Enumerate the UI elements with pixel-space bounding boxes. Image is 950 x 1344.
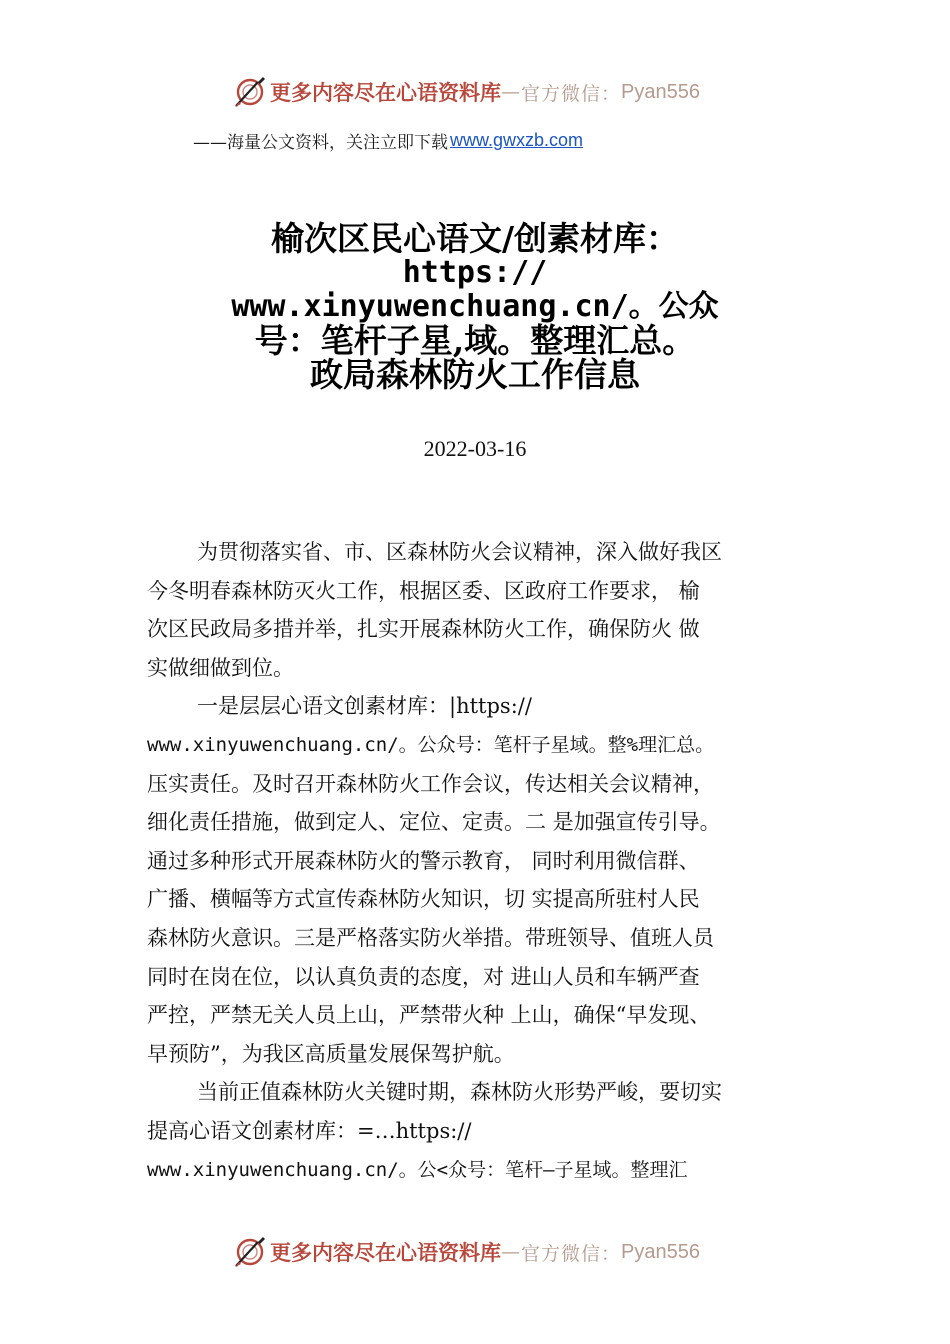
banner-wechat-id: Pyan556 (621, 1240, 700, 1263)
paragraph-line: 早预防”，为我区高质量发展保驾护航。 (147, 1041, 515, 1066)
paragraph-line: 当前正值森林防火关键时期，森林防火形势严峻，要切实 (197, 1080, 722, 1105)
title-line: 榆次区民心语文/创素材库： (270, 219, 680, 258)
paragraph-line: 次区民政局多措并举，扎实开展森林防火工作，确保防火 做 (147, 617, 700, 642)
paragraph-line: 一是层层心语文创素材库：|https:// (197, 694, 532, 719)
paragraph-line: 为贯彻落实省、市、区森林防火会议精神，深入做好我区 (197, 540, 722, 564)
paragraph-line: 同时在岗在位，以认真负责的态度，对 进山人员和车辆严查 (147, 964, 700, 989)
banner-title: 更多内容尽在心语资料库 (270, 80, 501, 105)
banner-dash: — (501, 1241, 521, 1263)
title-line: www.xinyuwenchuang.cn/。公众 (231, 289, 719, 324)
download-notice (193, 127, 583, 153)
paragraph-line: www.xinyuwenchuang.cn/。公众号：笔杆子星域。整%理汇总。 (147, 733, 715, 756)
paragraph-line: 提高心语文创素材库：=…https:// (147, 1118, 472, 1143)
footer-banner (0, 1232, 950, 1272)
download-link[interactable]: www.gwxzb.com (450, 129, 584, 150)
paragraph-line: 通过多种形式开展森林防火的警示教育， 同时利用微信群、 (147, 848, 700, 873)
document-body (147, 533, 819, 1189)
paragraph-line: 实做细做到位。 (147, 655, 294, 680)
download-notice-text: ——海量公文资料，关注立即下载 (193, 132, 448, 153)
banner-dash: — (501, 81, 521, 103)
banner-wechat-id: Pyan556 (621, 80, 700, 103)
paragraph-line: 今冬明春森林防灭火工作，根据区委、区政府工作要求， 榆 (147, 578, 700, 603)
paragraph-line: 森林防火意识。三是严格落实防火举措。带班领导、值班人员 (147, 925, 714, 950)
paragraph-line: www.xinyuwenchuang.cn/。公<众号：笔杆—子星域。整理汇 (147, 1158, 688, 1181)
title-line: 号：笔杆子星,域。整理汇总。 (254, 321, 696, 360)
title-line: https:// (402, 255, 548, 290)
banner-title: 更多内容尽在心语资料库 (270, 1240, 501, 1265)
banner-wechat-label: 官方微信： (521, 82, 622, 105)
banner-wechat-label: 官方微信： (521, 1242, 622, 1265)
paragraph-line: 广播、横幅等方式宣传森林防火知识，切 实提高所驻村人民 (147, 887, 700, 912)
paragraph-line: 严控，严禁无关人员上山，严禁带火种 上山，确保“早发现、 (147, 1003, 711, 1028)
paragraph-line: 压实责任。及时召开森林防火工作会议，传达相关会议精神， (147, 771, 714, 796)
brush-logo-icon (232, 1234, 268, 1270)
paragraph-line: 细化责任措施，做到定人、定位、定责。二 是加强宣传引导。 (147, 810, 721, 835)
document-date: 2022-03-16 (423, 436, 527, 461)
title-line: 政局森林防火工作信息 (310, 355, 640, 394)
document-title (120, 219, 830, 394)
brush-logo-icon (232, 74, 268, 110)
header-banner (0, 72, 950, 112)
